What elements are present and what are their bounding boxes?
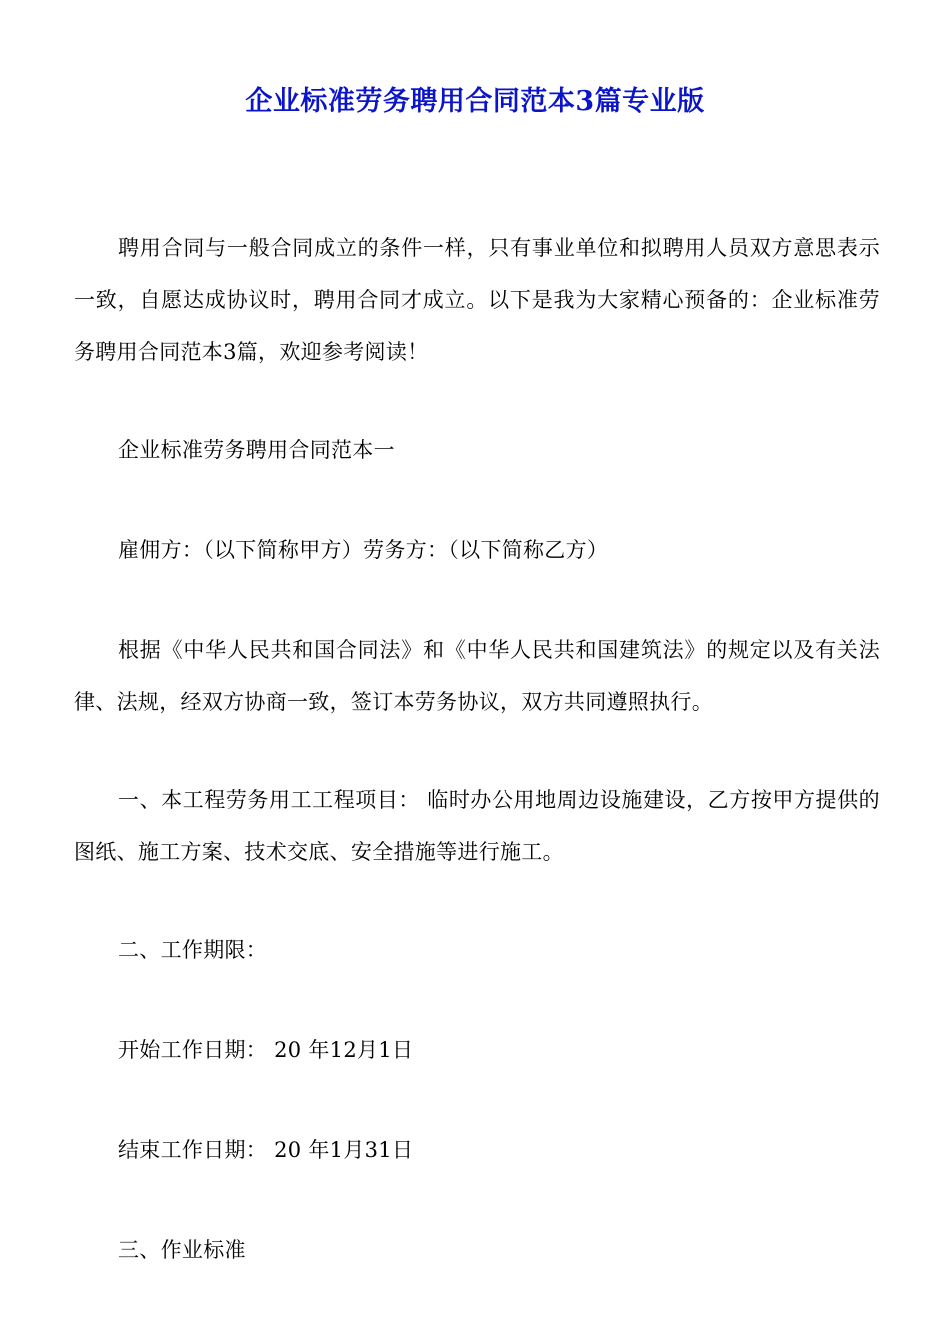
document-title: 企业标准劳务聘用合同范本3篇专业版 [245, 86, 705, 117]
parties-paragraph: 雇佣方：（以下简称甲方）劳务方：（以下简称乙方） [118, 538, 609, 562]
clause-3-heading: 三、作业标准 [118, 1238, 246, 1262]
basis-paragraph: 根据《中华人民共和国合同法》和《中华人民共和国建筑法》的规定以及有关法律、法规，经双方协商一致，签订本劳务协议，双方共同遵照执行。 [74, 638, 880, 714]
clause-2-heading: 二、工作期限： [118, 938, 268, 962]
intro-paragraph: 聘用合同与一般合同成立的条件一样，只有事业单位和拟聘用人员双方意思表示一致，自愿达成协议时，聘用合同才成立。以下是我为大家精心预备的：企业标准劳务聘用合同范本3篇，欢迎参考阅读！ [74, 236, 880, 364]
start-date-line: 开始工作日期： 20 年12月1日 [118, 1038, 414, 1062]
clause-1-paragraph: 一、本工程劳务用工工程项目： 临时办公用地周边设施建设，乙方按甲方提供的图纸、施工方案、技术交底、安全措施等进行施工。 [74, 788, 880, 864]
end-date-line: 结束工作日期： 20 年1月31日 [118, 1138, 414, 1162]
section-heading: 企业标准劳务聘用合同范本一 [118, 438, 395, 462]
